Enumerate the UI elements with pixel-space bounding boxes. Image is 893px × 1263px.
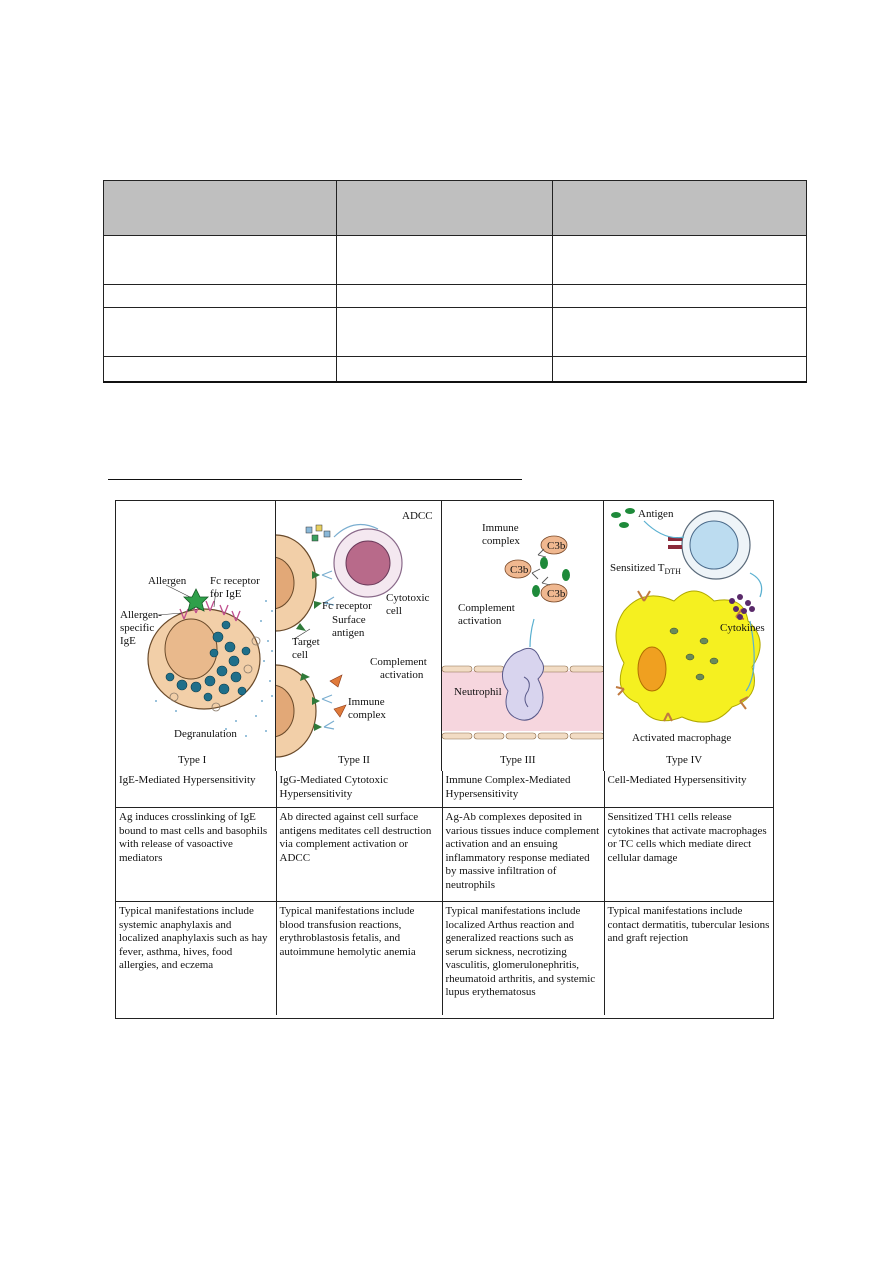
panel-type-1 xyxy=(116,501,276,771)
table-header-row xyxy=(104,181,807,236)
name-type-3: Immune Complex-Mediated Hypersensitivity xyxy=(442,771,604,808)
target-cell-label-1: Target xyxy=(292,636,320,648)
panel-type-4 xyxy=(604,501,773,771)
mechanism-row xyxy=(116,808,773,902)
manifestation-type-1: Typical manifestations include systemic anaphylaxis and localized anaphylaxis such as hay fever, asthma, hives, food allergies, and eczema xyxy=(116,902,276,1016)
mast-cell xyxy=(148,609,260,711)
cytotoxic-label-2: cell xyxy=(386,605,402,617)
allergen-specific-label-2: specific xyxy=(120,622,155,634)
manifestation-type-4: Typical manifestations include contact dermatitis, tubercular lesions and graft rejection xyxy=(604,902,773,1016)
immune-complex-ab xyxy=(532,549,550,585)
name-type-4: Cell-Mediated Hypersensitivity xyxy=(604,771,773,808)
complement-label-2: activation xyxy=(458,615,502,627)
manifestation-type-3: Typical manifestations include localized Arthus reaction and generalized reactions such as serum sickness, necrotizing vasculitis, glomerulonephritis, rheumatoid arthritis, and systemic lupus erythematosus xyxy=(442,902,604,1016)
neutrophil xyxy=(502,648,543,720)
surface-antigen-label-1: Surface xyxy=(332,614,366,626)
immune-complex-label-1: Immune xyxy=(482,522,519,534)
manifestations-row xyxy=(116,902,773,1016)
allergen-icon xyxy=(184,589,208,611)
mechanism-type-1: Ag induces crosslinking of IgE bound to mast cells and basophils with release of vasoactive mediators xyxy=(116,808,276,902)
target-cell-lower xyxy=(276,665,322,757)
complement-label-1: Complement xyxy=(458,602,515,614)
summary-table xyxy=(103,180,807,383)
immune-complex-label-2: complex xyxy=(348,709,386,721)
cytotoxic-cell xyxy=(334,529,402,597)
names-row xyxy=(116,771,773,808)
target-cell-label-2: cell xyxy=(292,649,308,661)
target-cell-upper xyxy=(276,535,322,631)
c3b-label-2: C3b xyxy=(510,564,529,576)
mechanism-type-2: Ab directed against cell surface antigens meditates cell destruction via complement activation or ADCC xyxy=(276,808,442,902)
type-1-label: Type I xyxy=(178,754,207,766)
type-4-label: Type IV xyxy=(666,754,703,766)
antigen-label: Antigen xyxy=(638,508,674,520)
fc-receptor-label-1: Fc receptor xyxy=(210,575,260,587)
activated-macrophage-label: Activated macrophage xyxy=(632,732,732,744)
complement-label-1: Complement xyxy=(370,656,427,668)
mechanism-type-3: Ag-Ab complexes deposited in various tissues induce complement activation and an ensuing inflammatory response mediated by massive infiltration of neutrophils xyxy=(442,808,604,902)
hypersensitivity-figure xyxy=(115,500,774,1019)
type4-illustration xyxy=(604,501,773,771)
c3b-label-3: C3b xyxy=(547,588,566,600)
adcc-label: ADCC xyxy=(402,510,433,522)
table-row xyxy=(104,357,807,383)
table-row xyxy=(104,308,807,357)
table-row xyxy=(104,285,807,308)
heading-underline xyxy=(108,479,522,480)
neutrophil-label: Neutrophil xyxy=(454,686,502,698)
degranulation-label: Degranulation xyxy=(174,728,237,740)
arrow xyxy=(530,619,534,647)
panel-type-3 xyxy=(442,501,604,771)
immune-complex-label-1: Immune xyxy=(348,696,385,708)
type2-illustration xyxy=(276,501,442,771)
c3b-label-1: C3b xyxy=(547,540,566,552)
hypersensitivity-table xyxy=(116,771,773,1015)
immune-complex-label-2: complex xyxy=(482,535,520,547)
cytokines-label: Cytokines xyxy=(720,622,765,634)
surface-antigen-label-2: antigen xyxy=(332,627,365,639)
mechanism-type-4: Sensitized TH1 cells release cytokines that activate macrophages or TC cells which mediate direct cellular damage xyxy=(604,808,773,902)
allergen-specific-label-1: Allergen- xyxy=(120,609,162,621)
type1-illustration xyxy=(116,501,276,771)
type-3-label: Type III xyxy=(500,754,536,766)
allergen-specific-label-3: IgE xyxy=(120,635,136,647)
allergen-label: Allergen xyxy=(148,575,187,587)
manifestation-type-2: Typical manifestations include blood transfusion reactions, erythroblastosis fetalis, and autoimmune hemolytic anemia xyxy=(276,902,442,1016)
fc-receptor-label: Fc receptor xyxy=(322,600,372,612)
type-2-label: Type II xyxy=(338,754,370,766)
name-type-2: IgG-Mediated Cytotoxic Hypersensitivity xyxy=(276,771,442,808)
type3-illustration xyxy=(442,501,604,771)
antigen-dots xyxy=(611,508,635,528)
table-row xyxy=(104,236,807,285)
granules xyxy=(306,525,330,541)
complement-triangles xyxy=(330,675,346,717)
fc-receptor-label-2: for IgE xyxy=(210,588,242,600)
panel-type-2 xyxy=(276,501,442,771)
complement-label-2: activation xyxy=(380,669,424,681)
sensitized-label: Sensitized $T_{DTH}$ xyxy=(610,562,681,576)
name-type-1: IgE-Mediated Hypersensitivity xyxy=(116,771,276,808)
cytotoxic-label-1: Cytotoxic xyxy=(386,592,430,604)
